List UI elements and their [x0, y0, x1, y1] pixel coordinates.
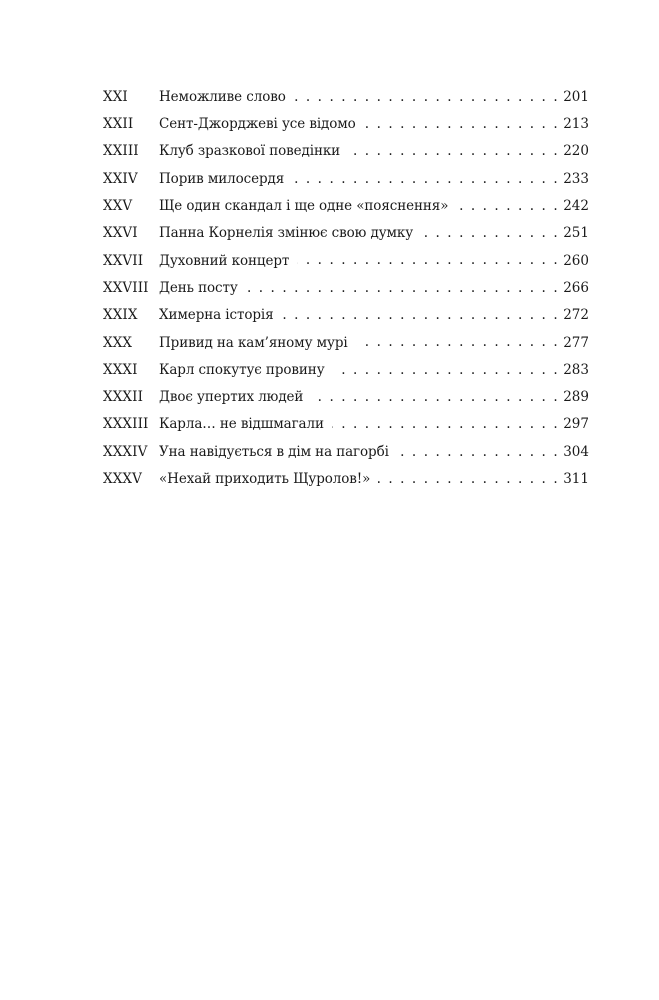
toc-entry[interactable] — [103, 330, 589, 357]
dot-leader — [333, 364, 560, 378]
page-number: 311 — [563, 471, 589, 488]
page-number: 260 — [563, 252, 589, 269]
chapter-number: XXXII — [103, 389, 143, 406]
chapter-number: XXI — [103, 88, 128, 105]
table-of-contents — [103, 84, 589, 493]
chapter-number: XXXV — [103, 471, 142, 488]
chapter-title: Клуб зразкової поведінки — [159, 143, 341, 160]
chapter-title: Химерна історія — [159, 307, 274, 324]
page-number: 272 — [563, 307, 589, 324]
page-number: 213 — [563, 116, 589, 133]
chapter-number: XXXI — [103, 361, 138, 378]
page-number: 283 — [563, 361, 589, 378]
chapter-number: XXII — [103, 116, 134, 133]
page-number: 289 — [563, 389, 589, 406]
chapter-number: XXVII — [103, 252, 144, 269]
toc-entry[interactable] — [103, 111, 589, 138]
toc-entry[interactable] — [103, 302, 589, 329]
chapter-title: Ще один скандал і ще одне «пояснення» — [159, 198, 449, 215]
toc-entry[interactable] — [103, 220, 589, 247]
toc-entry[interactable] — [103, 275, 589, 302]
page-number: 297 — [563, 416, 589, 433]
dot-leader — [332, 418, 559, 432]
dot-leader — [292, 173, 559, 187]
chapter-title: Двоє упертих людей — [159, 389, 304, 406]
toc-entry[interactable] — [103, 193, 589, 220]
page-number: 220 — [563, 143, 589, 160]
toc-entry[interactable] — [103, 248, 589, 275]
chapter-title: Карла… не відшмагали — [159, 416, 324, 433]
chapter-title: Духовний концерт — [159, 252, 290, 269]
chapter-number: XXX — [103, 334, 133, 351]
dot-leader — [421, 227, 559, 241]
dot-leader — [297, 254, 559, 268]
chapter-title: Панна Корнелія змінює свою думку — [159, 225, 414, 242]
dot-leader — [364, 118, 560, 132]
chapter-title: Неможливе слово — [159, 88, 286, 105]
chapter-title: «Нехай приходить Щуролов!» — [159, 471, 371, 488]
dot-leader — [348, 145, 559, 159]
dot-leader — [397, 446, 559, 460]
toc-entry[interactable] — [103, 466, 589, 493]
page-number: 242 — [563, 198, 589, 215]
chapter-title: Порив милосердя — [159, 170, 285, 187]
toc-entry[interactable] — [103, 439, 589, 466]
chapter-title: Сент-Джорджеві усе відомо — [159, 116, 356, 133]
page-number: 201 — [563, 88, 589, 105]
dot-leader — [294, 91, 559, 105]
toc-entry[interactable] — [103, 84, 589, 111]
page-number: 304 — [563, 443, 589, 460]
dot-leader — [456, 200, 559, 214]
page-number: 266 — [563, 279, 589, 296]
chapter-number: XXVIII — [103, 279, 149, 296]
chapter-number: XXXIV — [103, 443, 148, 460]
toc-entry[interactable] — [103, 412, 589, 439]
dot-leader — [246, 282, 560, 296]
dot-leader — [356, 336, 560, 350]
toc-entry[interactable] — [103, 384, 589, 411]
chapter-number: XXVI — [103, 225, 138, 242]
page-number: 277 — [563, 334, 589, 351]
toc-entry[interactable] — [103, 166, 589, 193]
dot-leader — [282, 309, 560, 323]
page-number: 233 — [563, 170, 589, 187]
chapter-number: XXIII — [103, 143, 139, 160]
chapter-number: XXXIII — [103, 416, 149, 433]
chapter-number: XXIX — [103, 307, 138, 324]
toc-entry[interactable] — [103, 357, 589, 384]
dot-leader — [378, 473, 559, 487]
chapter-title: День посту — [159, 279, 238, 296]
dot-leader — [311, 391, 559, 405]
chapter-title: Уна навідується в дім на пагорбі — [159, 443, 389, 460]
page-number: 251 — [563, 225, 589, 242]
chapter-title: Карл спокутує провину — [159, 361, 325, 378]
chapter-number: XXIV — [103, 170, 138, 187]
chapter-title: Привид на кам’яному мурі — [159, 334, 348, 351]
toc-entry[interactable] — [103, 139, 589, 166]
chapter-number: XXV — [103, 198, 133, 215]
